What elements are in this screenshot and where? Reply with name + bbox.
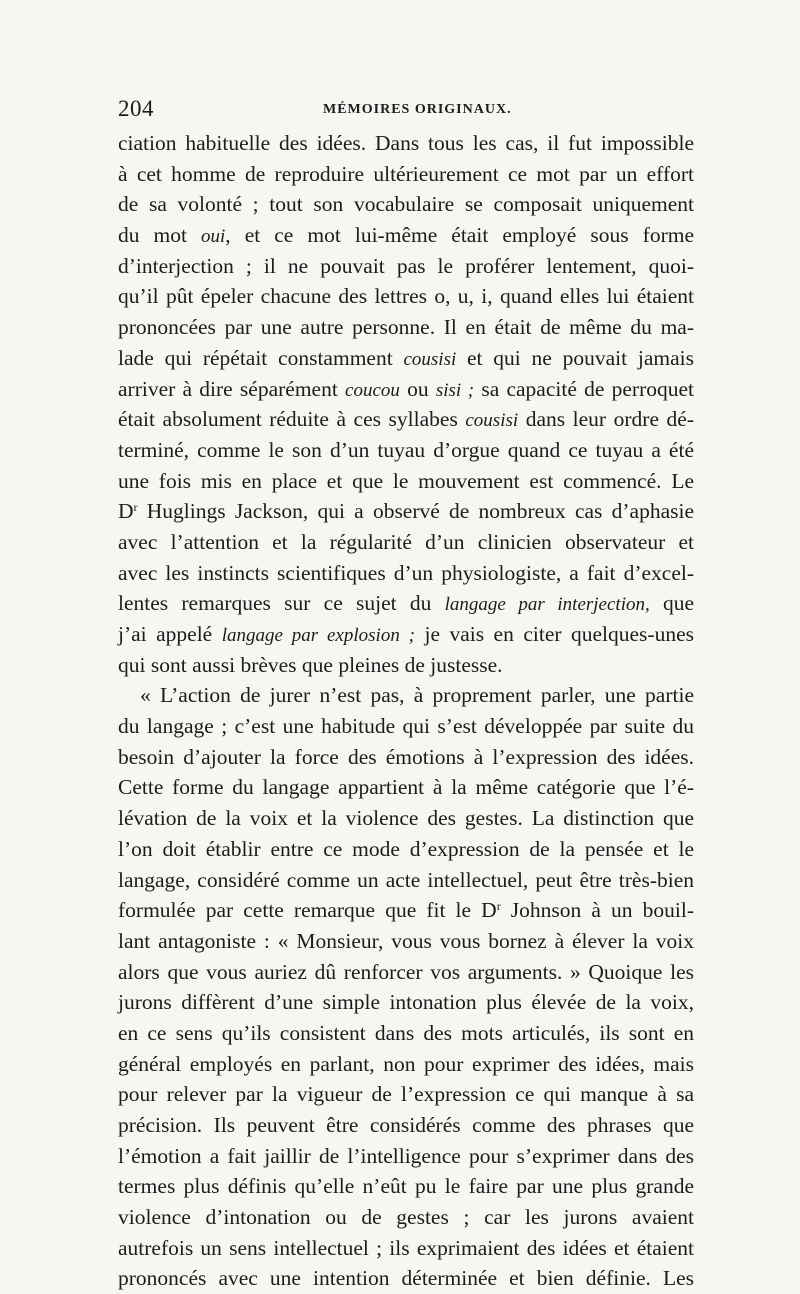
text-run: de sa volonté ; tout son vocabulaire se composait uniquement: [118, 192, 694, 217]
text-line: [118, 987, 694, 1018]
text-run: l’émotion a fait jaillir de l’intelligence pour s’exprimer dans des: [118, 1143, 694, 1168]
text-run: et qui ne pouvait jamais: [456, 345, 694, 370]
text-line: [118, 312, 694, 343]
text-run: qu’il pût épeler chacune des lettres o, u, i, quand elles lui étaient: [118, 284, 694, 309]
text-run: que: [649, 591, 695, 616]
italic-term: sisi ;: [435, 379, 475, 401]
text-run: besoin d’ajouter la force des émotions à l’expression des idées.: [118, 744, 694, 769]
text-run: dans leur ordre dé-: [518, 407, 694, 432]
text-line: [118, 895, 694, 926]
text-run: lant antagoniste : « Monsieur, vous vous bornez à élever la voix: [118, 928, 694, 953]
text-line: [118, 1110, 694, 1141]
text-run: ou: [399, 376, 436, 401]
text-run: « L’action de jurer n’est pas, à proprement parler, une partie: [140, 683, 694, 708]
italic-term: langage par interjection,: [444, 594, 650, 616]
text-run: Huglings Jackson, qui a observé de nombreux cas d’aphasie: [137, 499, 694, 524]
text-run: arriver à dire séparément: [118, 376, 346, 401]
page-number: 204: [118, 96, 154, 121]
text-run: avec l’attention et la régularité d’un clinicien observateur et: [118, 529, 694, 554]
text-run: qui sont aussi brèves que pleines de justesse.: [118, 652, 503, 677]
text-line: [118, 404, 694, 435]
text-line: [118, 1018, 694, 1049]
text-run: langage, considéré comme un acte intellectuel, peut être très-bien: [118, 867, 694, 892]
text-run: Cette forme du langage appartient à la même catégorie que l’é-: [118, 775, 694, 800]
text-line: [118, 834, 694, 865]
text-line: [118, 1079, 694, 1110]
text-line: [118, 435, 694, 466]
text-line: [118, 957, 694, 988]
superscript: r: [496, 899, 501, 914]
text-run: général employés en parlant, non pour exprimer des idées, mais: [118, 1051, 694, 1076]
text-line: [118, 558, 694, 589]
italic-term: cousisi: [403, 348, 457, 370]
italic-term: coucou: [345, 379, 400, 401]
text-line: [118, 742, 694, 773]
text-line: [118, 128, 694, 159]
page-header: [118, 96, 694, 126]
text-line: [118, 159, 694, 190]
text-line: [118, 865, 694, 896]
italic-term: langage par explosion ;: [221, 625, 415, 646]
text-line: [118, 926, 694, 957]
text-line: [118, 1263, 694, 1294]
text-run: prononcés avec une intention déterminée et bien définie. Les: [118, 1266, 694, 1291]
text-line: [118, 1233, 694, 1264]
text-run: du langage ; c’est une habitude qui s’est développée par suite du: [118, 714, 694, 739]
text-run: je vais en citer quelques-unes: [415, 622, 694, 646]
text-line: [118, 343, 694, 374]
running-head: MÉMOIRES ORIGINAUX.: [323, 102, 512, 117]
text-run: sa capacité de perroquet: [474, 376, 694, 401]
italic-term: cousisi: [465, 410, 519, 432]
text-run: formulée par cette remarque que fit le D: [118, 898, 497, 923]
text-line: [118, 772, 694, 803]
text-run: l’on doit établir entre ce mode d’expression de la pensée et le: [118, 836, 694, 861]
text-line: [118, 374, 694, 405]
text-run: lade qui répétait constamment: [118, 345, 404, 370]
text-run: précision. Ils peuvent être considérés comme des phrases que: [118, 1113, 694, 1137]
text-run: une fois mis en place et que le mouvement est commencé. Le: [118, 468, 694, 493]
text-line: [118, 1171, 694, 1202]
text-run: alors que vous auriez dû renforcer vos arguments. » Quoique les: [118, 959, 694, 984]
text-run: était absolument réduite à ces syllabes: [118, 407, 466, 432]
body-text: [118, 128, 694, 1294]
superscript: r: [133, 500, 138, 515]
text-run: ciation habituelle des idées. Dans tous les cas, il fut impossible: [118, 131, 694, 155]
text-line: [118, 619, 694, 650]
text-run: avec les instincts scientifiques d’un physiologiste, a fait d’excel-: [118, 560, 694, 585]
text-run: d’interjection ; il ne pouvait pas le proférer lentement, quoi-: [118, 253, 694, 278]
text-line: [118, 1141, 694, 1172]
text-run: lévation de la voix et la violence des gestes. La distinction que: [118, 806, 694, 831]
text-line: [118, 251, 694, 282]
text-run: termes plus définis qu’elle n’eût pu le faire par une plus grande: [118, 1174, 694, 1199]
text-run: du mot: [118, 223, 202, 248]
text-run: lentes remarques sur ce sujet du: [118, 591, 445, 616]
text-line: [118, 711, 694, 742]
text-run: en ce sens qu’ils consistent dans des mots articulés, ils sont en: [118, 1020, 694, 1045]
text-run: D: [118, 499, 134, 524]
text-run: pour relever par la vigueur de l’expression ce qui manque à sa: [118, 1082, 694, 1107]
text-run: , et ce mot lui-même était employé sous forme: [225, 223, 694, 248]
text-line: [118, 189, 694, 220]
text-run: violence d’intonation ou de gestes ; car les jurons avaient: [118, 1205, 694, 1230]
text-run: à cet homme de reproduire ultérieurement ce mot par un effort: [118, 161, 694, 186]
text-line: [118, 650, 694, 681]
text-line: [118, 588, 694, 619]
text-run: autrefois un sens intellectuel ; ils exprimaient des idées et étaient: [118, 1235, 694, 1260]
text-line: [118, 527, 694, 558]
text-line: [118, 803, 694, 834]
text-line: [118, 281, 694, 312]
text-line: [118, 1202, 694, 1233]
text-line: [118, 466, 694, 497]
text-line: [118, 220, 694, 251]
italic-term: oui: [201, 226, 226, 248]
text-run: jurons diffèrent d’une simple intonation plus élevée de la voix,: [118, 990, 694, 1015]
text-line: [118, 496, 694, 527]
text-run: terminé, comme le son d’un tuyau d’orgue quand ce tuyau a été: [118, 437, 694, 462]
text-line: [118, 680, 694, 711]
text-line: [118, 1049, 694, 1080]
text-run: j’ai appelé: [118, 622, 222, 646]
text-run: prononcées par une autre personne. Il en était de même du ma-: [118, 315, 694, 340]
text-run: Johnson à un bouil-: [500, 898, 694, 923]
